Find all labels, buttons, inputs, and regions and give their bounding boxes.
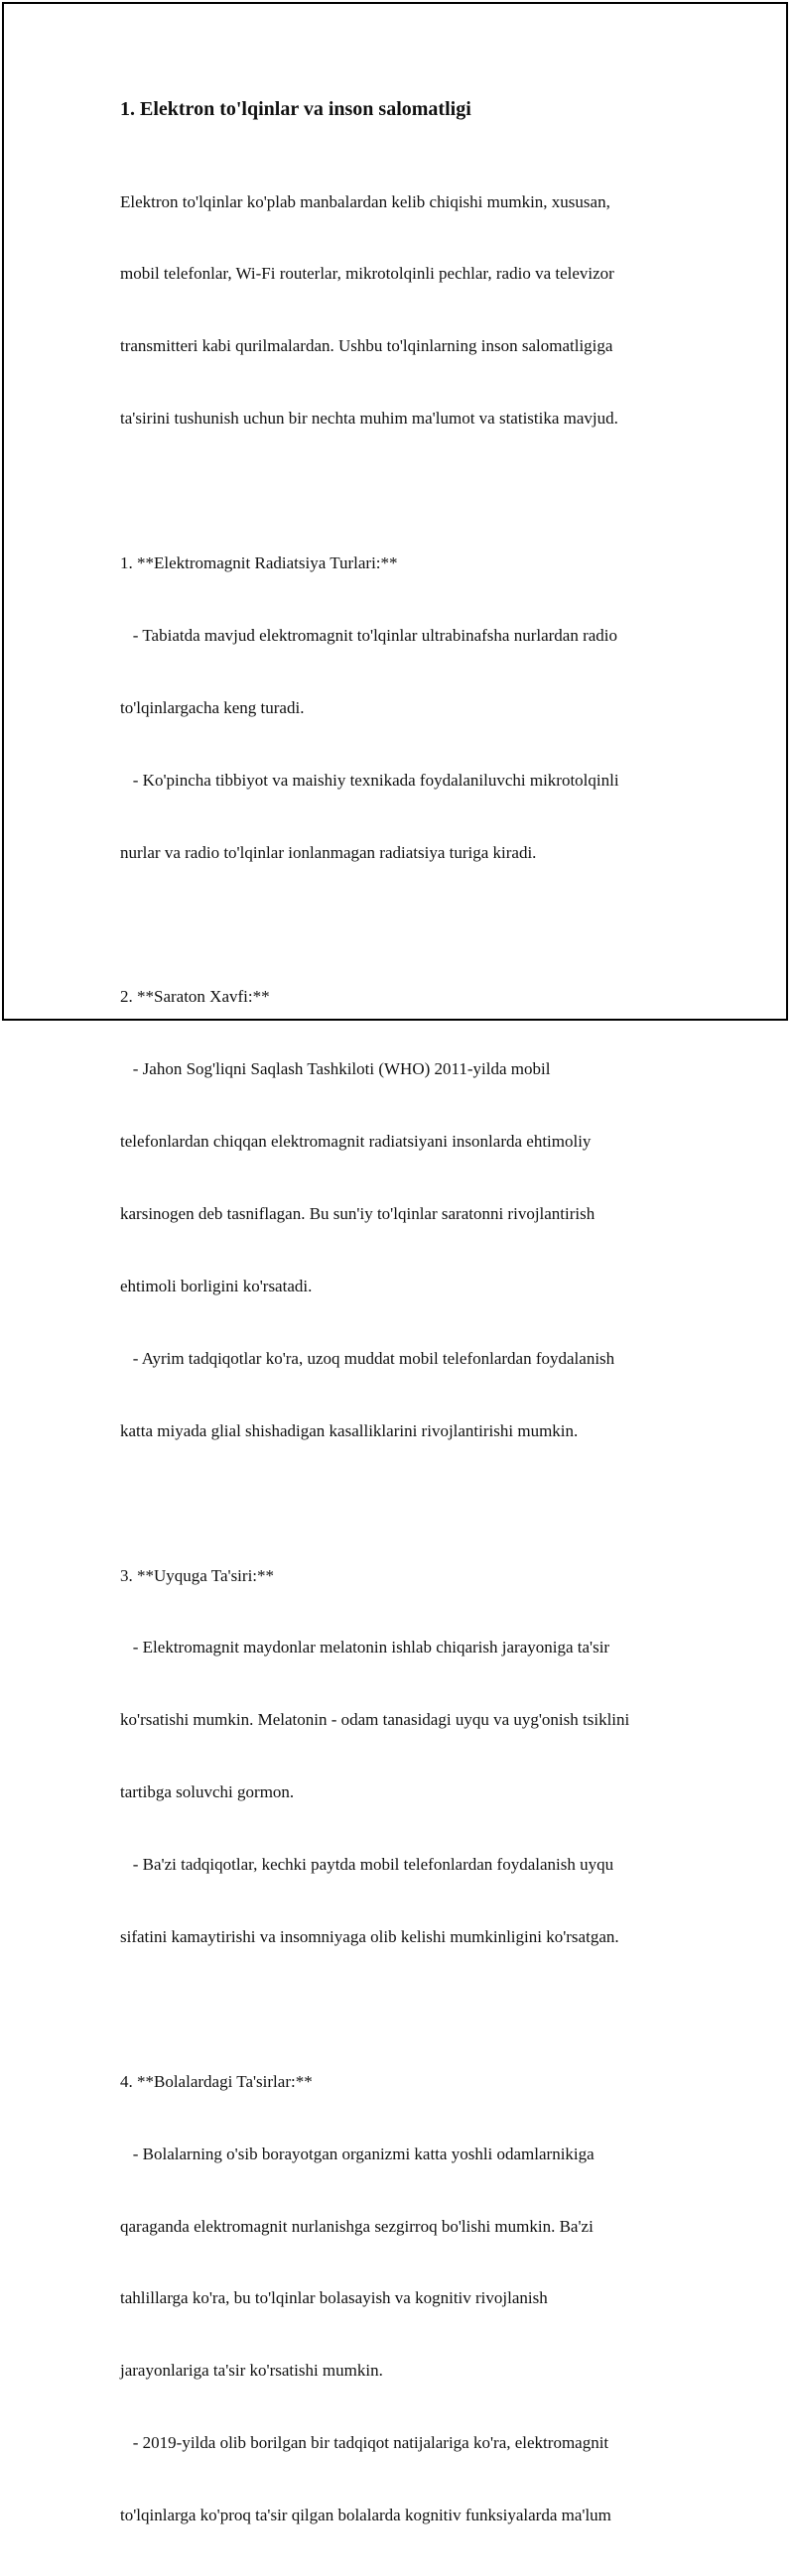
blank-line bbox=[120, 1998, 691, 2022]
text-line: to'lqinlargacha keng turadi. bbox=[120, 697, 305, 717]
text-line: - Jahon Sog'liqni Saqlash Tashkiloti (WHO) 2011-yilda mobil bbox=[120, 1059, 551, 1079]
text-line: karsinogen deb tasniflagan. Bu sun'iy to'lqinlar saratonni rivojlantirish bbox=[120, 1204, 596, 1224]
text-line: jarayonlariga ta'sir ko'rsatishi mumkin. bbox=[120, 2361, 383, 2381]
text-line: ko'rsatishi mumkin. Melatonin - odam tanasidagi uyqu va uyg'onish tsiklini bbox=[120, 1710, 630, 1730]
text-line: - Tabiatda mavjud elektromagnit to'lqinlar ultrabinafsha nurlardan radio bbox=[120, 625, 618, 645]
section-heading: 1. Elektron to'lqinlar va inson salomatligi bbox=[120, 98, 471, 120]
text-line: ta'sirini tushunish uchun bir nechta muhim ma'lumot va statistika mavjud. bbox=[120, 409, 618, 429]
blank-line bbox=[120, 1492, 691, 1516]
document-body bbox=[120, 95, 691, 2576]
text-line: - Ba'zi tadqiqotlar, kechki paytda mobil telefonlardan foydalanish uyqu bbox=[120, 1855, 614, 1875]
text-line: - Ko'pincha tibbiyot va maishiy texnikada foydalaniluvchi mikrotolqinli bbox=[120, 770, 619, 790]
list-item-title: 3. **Uyquga Ta'siri:** bbox=[120, 1565, 275, 1585]
text-line: telefonlardan chiqqan elektromagnit radiatsiyani insonlarda ehtimoliy bbox=[120, 1132, 592, 1152]
list-item-title: 2. **Saraton Xavfi:** bbox=[120, 987, 270, 1007]
text-line: transmitteri kabi qurilmalardan. Ushbu to'lqinlarning inson salomatligiga bbox=[120, 336, 613, 356]
blank-line bbox=[120, 479, 691, 503]
list-item-title: 1. **Elektromagnit Radiatsiya Turlari:** bbox=[120, 553, 398, 573]
list-item-title: 4. **Bolalardagi Ta'sirlar:** bbox=[120, 2071, 313, 2091]
text-line: Elektron to'lqinlar ko'plab manbalardan kelib chiqishi mumkin, xususan, bbox=[120, 191, 610, 211]
document-text bbox=[120, 142, 691, 2576]
text-line: tahlillarga ko'ra, bu to'lqinlar bolasayish va kognitiv rivojlanish bbox=[120, 2288, 548, 2308]
page-frame bbox=[2, 2, 788, 2525]
text-line: ehtimoli borligini ko'rsatadi. bbox=[120, 1276, 313, 1295]
text-line: - Ayrim tadqiqotlar ko'ra, uzoq muddat mobil telefonlardan foydalanish bbox=[120, 1348, 615, 1368]
text-line: tartibga soluvchi gormon. bbox=[120, 1782, 295, 1802]
text-line: - Bolalarning o'sib borayotgan organizmi katta yoshli odamlarnikiga bbox=[120, 2144, 595, 2163]
text-line: - 2019-yilda olib borilgan bir tadqiqot natijalariga ko'ra, elektromagnit bbox=[120, 2433, 609, 2453]
text-line: sifatini kamaytirishi va insomniyaga olib kelishi mumkinligini ko'rsatgan. bbox=[120, 1926, 619, 1946]
text-line: nurlar va radio to'lqinlar ionlanmagan radiatsiya turiga kiradi. bbox=[120, 842, 537, 862]
text-line: to'lqinlarga ko'proq ta'sir qilgan bolalarda kognitiv funksiyalarda ma'lum bbox=[120, 2506, 611, 2525]
text-line: qaraganda elektromagnit nurlanishga sezgirroq bo'lishi mumkin. Ba'zi bbox=[120, 2216, 594, 2236]
text-line: katta miyada glial shishadigan kasalliklarini rivojlantirishi mumkin. bbox=[120, 1420, 579, 1440]
text-line: mobil telefonlar, Wi-Fi routerlar, mikrotolqinli pechlar, radio va televizor bbox=[120, 264, 614, 284]
blank-line bbox=[120, 914, 691, 937]
text-line: - Elektromagnit maydonlar melatonin ishlab chiqarish jarayoniga ta'sir bbox=[120, 1638, 610, 1657]
